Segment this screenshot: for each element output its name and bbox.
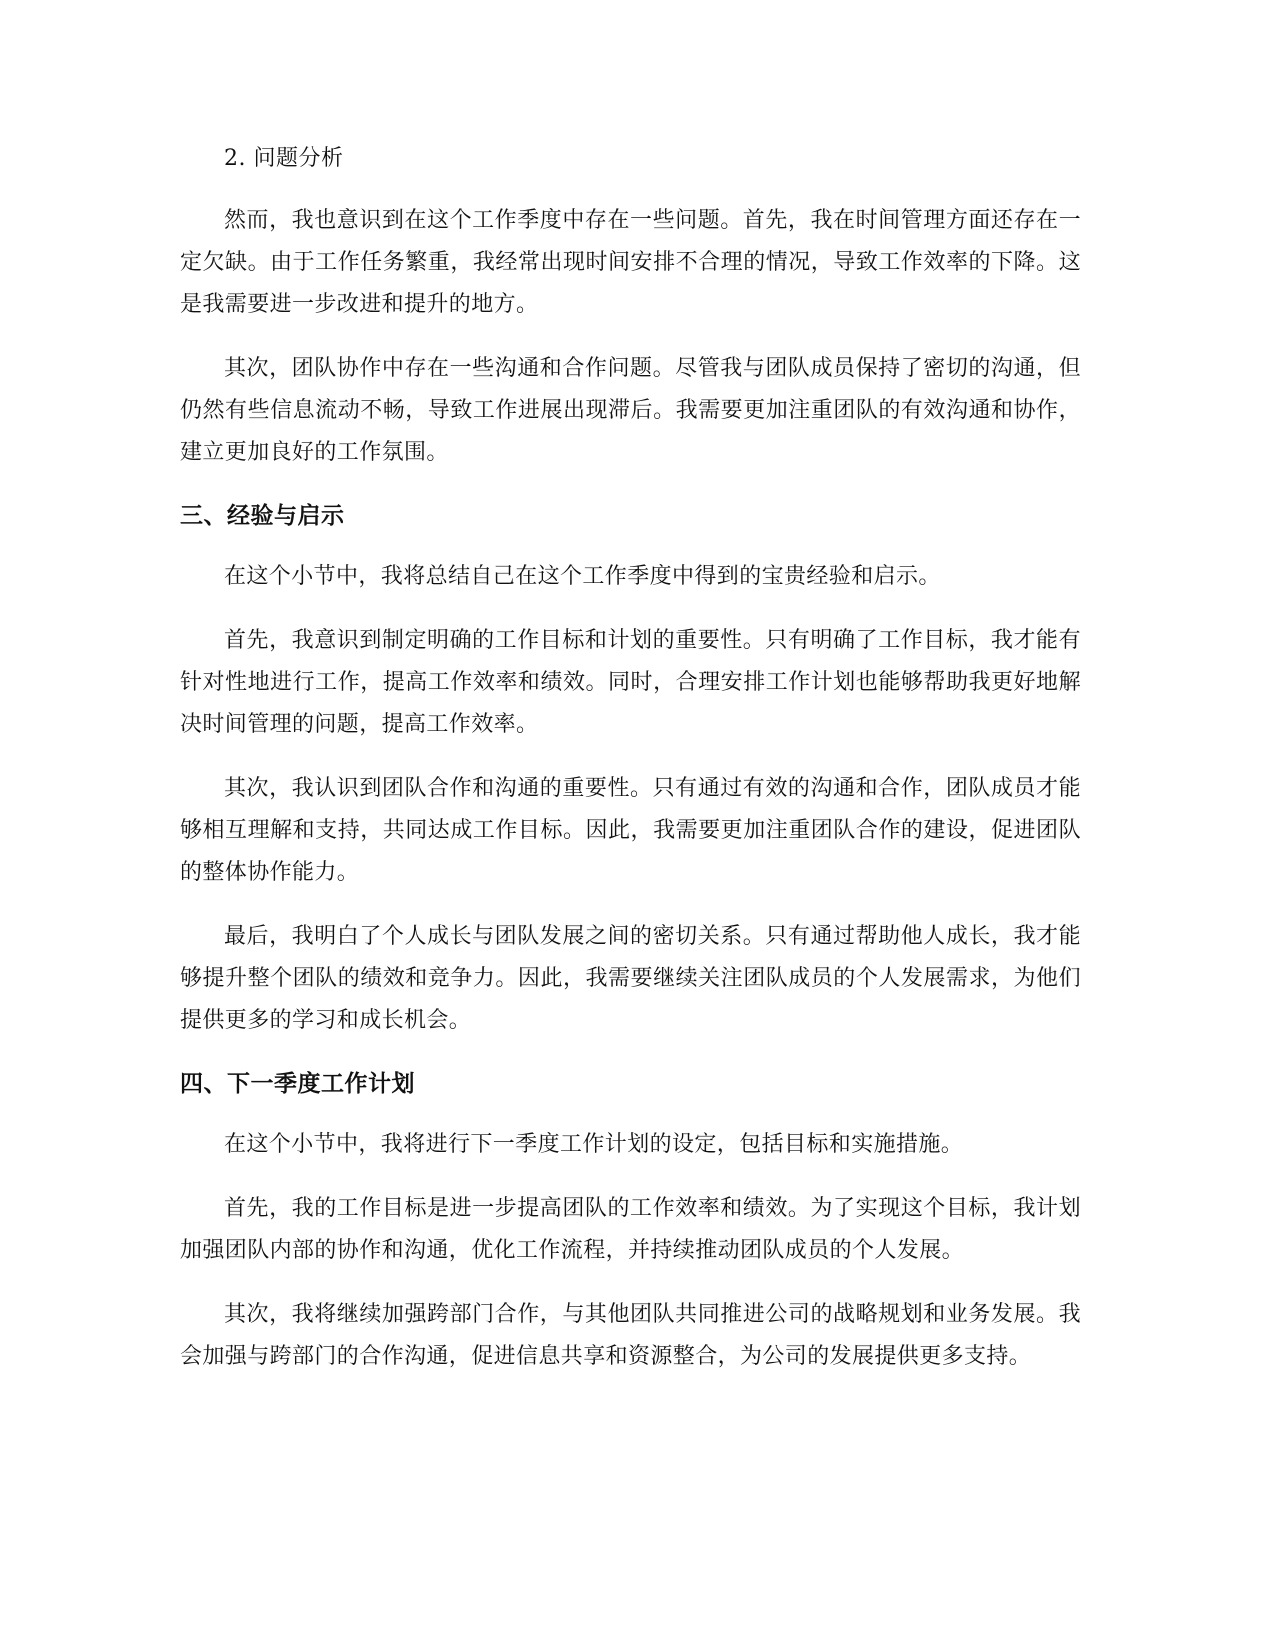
- paragraph: 其次，我将继续加强跨部门合作，与其他团队共同推进公司的战略规划和业务发展。我会加强与跨部门的合作沟通，促进信息共享和资源整合，为公司的发展提供更多支持。: [180, 1302, 1081, 1369]
- section-heading-next-quarter-plan: 四、下一季度工作计划: [180, 1071, 415, 1097]
- document-page: [180, 138, 1081, 1400]
- paragraph: 在这个小节中，我将总结自己在这个工作季度中得到的宝贵经验和启示。: [224, 564, 941, 589]
- section-heading-experience: 三、经验与启示: [180, 503, 345, 529]
- paragraph: 首先，我的工作目标是进一步提高团队的工作效率和绩效。为了实现这个目标，我计划加强团队内部的协作和沟通，优化工作流程，并持续推动团队成员的个人发展。: [180, 1196, 1081, 1263]
- paragraph: 其次，我认识到团队合作和沟通的重要性。只有通过有效的沟通和合作，团队成员才能够相互理解和支持，共同达成工作目标。因此，我需要更加注重团队合作的建设，促进团队的整体协作能力。: [180, 776, 1081, 885]
- paragraph: 其次，团队协作中存在一些沟通和合作问题。尽管我与团队成员保持了密切的沟通，但仍然有些信息流动不畅，导致工作进展出现滞后。我需要更加注重团队的有效沟通和协作，建立更加良好的工作氛围。: [180, 356, 1081, 465]
- paragraph: 首先，我意识到制定明确的工作目标和计划的重要性。只有明确了工作目标，我才能有针对性地进行工作，提高工作效率和绩效。同时，合理安排工作计划也能够帮助我更好地解决时间管理的问题，提高工作效率。: [180, 628, 1081, 737]
- paragraph: 最后，我明白了个人成长与团队发展之间的密切关系。只有通过帮助他人成长，我才能够提升整个团队的绩效和竞争力。因此，我需要继续关注团队成员的个人发展需求，为他们提供更多的学习和成长机会。: [180, 924, 1081, 1033]
- paragraph: 在这个小节中，我将进行下一季度工作计划的设定，包括目标和实施措施。: [224, 1132, 964, 1157]
- subsection-heading-problem-analysis: 2. 问题分析: [224, 146, 344, 171]
- paragraph: 然而，我也意识到在这个工作季度中存在一些问题。首先，我在时间管理方面还存在一定欠缺。由于工作任务繁重，我经常出现时间安排不合理的情况，导致工作效率的下降。这是我需要进一步改进和提升的地方。: [180, 208, 1081, 317]
